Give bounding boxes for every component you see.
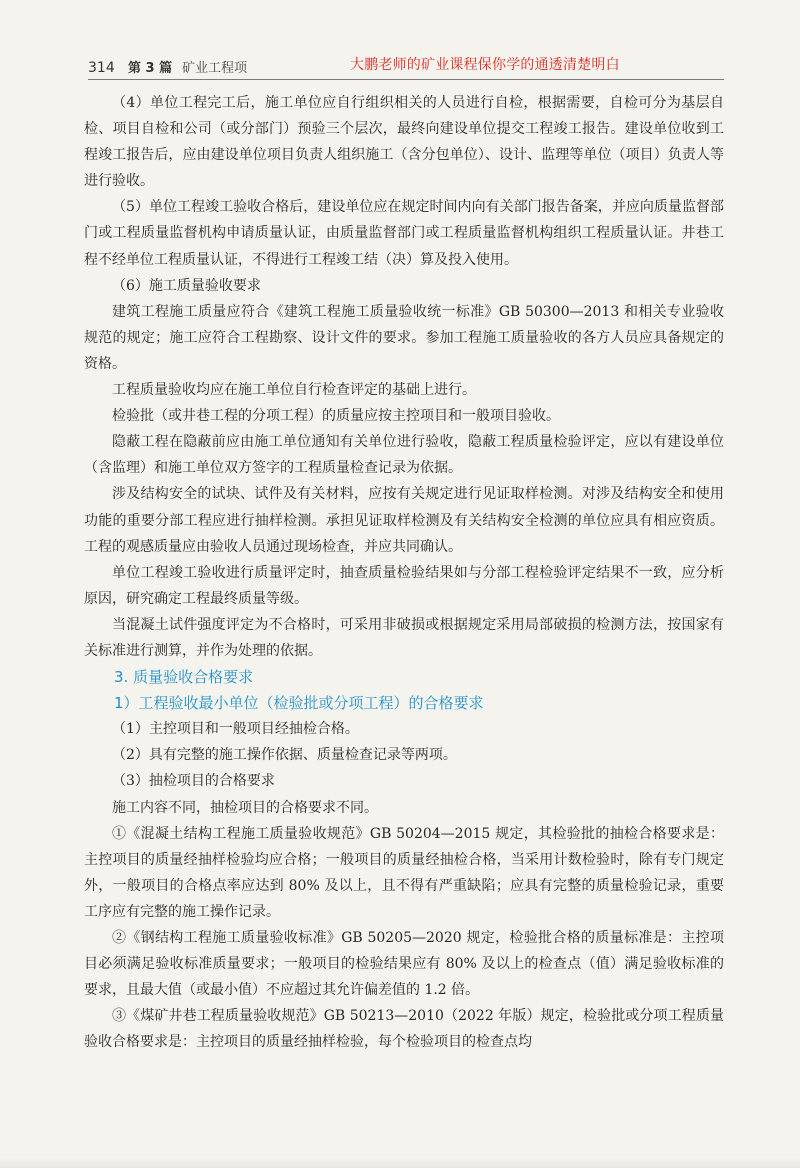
paragraph: ①《混凝土结构工程施工质量验收规范》GB 50204—2015 规定，其检验批的抽检合格要求是：主控项目的质量经抽样检验均应合格；一般项目的质量经抽检合格，当采用计数检验时，除有专门规定外，一般项目的合格点率应达到 80% 及以上，且不得有严重缺陷；应具有完整的质量检验记录，重要工序应有完整的施工操作记录。 [84, 825, 724, 920]
paragraph: （6）施工质量验收要求 [112, 277, 261, 294]
chapter-label: 矿业工程项 [182, 61, 248, 76]
part-label: 第 3 篇 [128, 61, 173, 76]
watermark-text: 大鹏老师的矿业课程保你学的通透清楚明白 [350, 57, 620, 73]
paragraph: 当混凝土试件强度评定为不合格时，可采用非破损或根据规定采用局部破损的检测方法，按国家有关标准进行测算，并作为处理的依据。 [84, 616, 724, 659]
paragraph: 工程质量验收均应在施工单位自行检查评定的基础上进行。 [112, 382, 476, 399]
paragraph: （1）主控项目和一般项目经抽检合格。 [112, 721, 359, 738]
paragraph: 单位工程竣工验收进行质量评定时，抽查质量检验结果如与分部工程检验评定结果不一致，应分析原因，研究确定工程最终质量等级。 [84, 564, 724, 607]
paragraph: 涉及结构安全的试块、试件及有关材料，应按有关规定进行见证取样检测。对涉及结构安全和使用功能的重要分部工程应进行抽样检测。承担见证取样检测及有关结构安全检测的单位应具有相应资质。工程的观感质量应由验收人员通过现场检查，并应共同确认。 [84, 486, 724, 555]
paragraph: 隐蔽工程在隐蔽前应由施工单位通知有关单位进行验收，隐蔽工程质量检验评定，应以有建设单位（含监理）和施工单位双方签字的工程质量检查记录为依据。 [84, 434, 724, 477]
section-heading: 3. 质量验收合格要求 [114, 668, 254, 687]
page-bottom-edge [0, 1158, 800, 1168]
paragraph: （3）抽检项目的合格要求 [112, 773, 275, 790]
paragraph: 施工内容不同，抽检项目的合格要求不同。 [112, 799, 378, 816]
paragraph: （2）具有完整的施工操作依据、质量检查记录等两项。 [112, 747, 457, 764]
page-number: 314 [88, 60, 115, 76]
paragraph: （5）单位工程竣工验收合格后，建设单位应在规定时间内向有关部门报告备案，并应向质量监督部门或工程质量监督机构申请质量认证，由质量监督部门或工程质量监督机构组织工程质量认证。井巷工程不经单位工程质量认证，不得进行工程竣工结（决）算及投入使用。 [84, 199, 724, 268]
paragraph: ③《煤矿井巷工程质量验收规范》GB 50213—2010（2022 年版）规定，检验批或分项工程质量验收合格要求是：主控项目的质量经抽样检验，每个检验项目的检查点均 [84, 1008, 724, 1051]
subsection-heading: 1）工程验收最小单位（检验批或分项工程）的合格要求 [114, 694, 484, 713]
body-text [84, 90, 724, 1055]
paragraph: 检验批（或井巷工程的分项工程）的质量应按主控项目和一般项目验收。 [112, 408, 560, 425]
paragraph: ②《钢结构工程施工质量验收标准》GB 50205—2020 规定，检验批合格的质量标准是：主控项目必须满足验收标准质量要求；一般项目的检验结果应有 80% 及以上的检查点（值）满足验收标准的要求，且最大值（或最小值）不应超过其允许偏差值的 1.2 倍。 [84, 930, 724, 999]
running-header [88, 52, 738, 76]
paragraph: 建筑工程施工质量应符合《建筑工程施工质量验收统一标准》GB 50300—2013 和相关专业验收规范的规定；施工应符合工程勘察、设计文件的要求。参加工程施工质量验收的各方人员应具备规定的资格。 [84, 303, 724, 372]
paragraph: （4）单位工程完工后，施工单位应自行组织相关的人员进行自检，根据需要，自检可分为基层自检、项目自检和公司（或分部门）预验三个层次，最终向建设单位提交工程竣工报告。建设单位收到工程竣工报告后，应由建设单位项目负责人组织施工（含分包单位）、设计、监理等单位（项目）负责人等进行验收。 [84, 95, 724, 190]
header-rule [88, 79, 724, 80]
